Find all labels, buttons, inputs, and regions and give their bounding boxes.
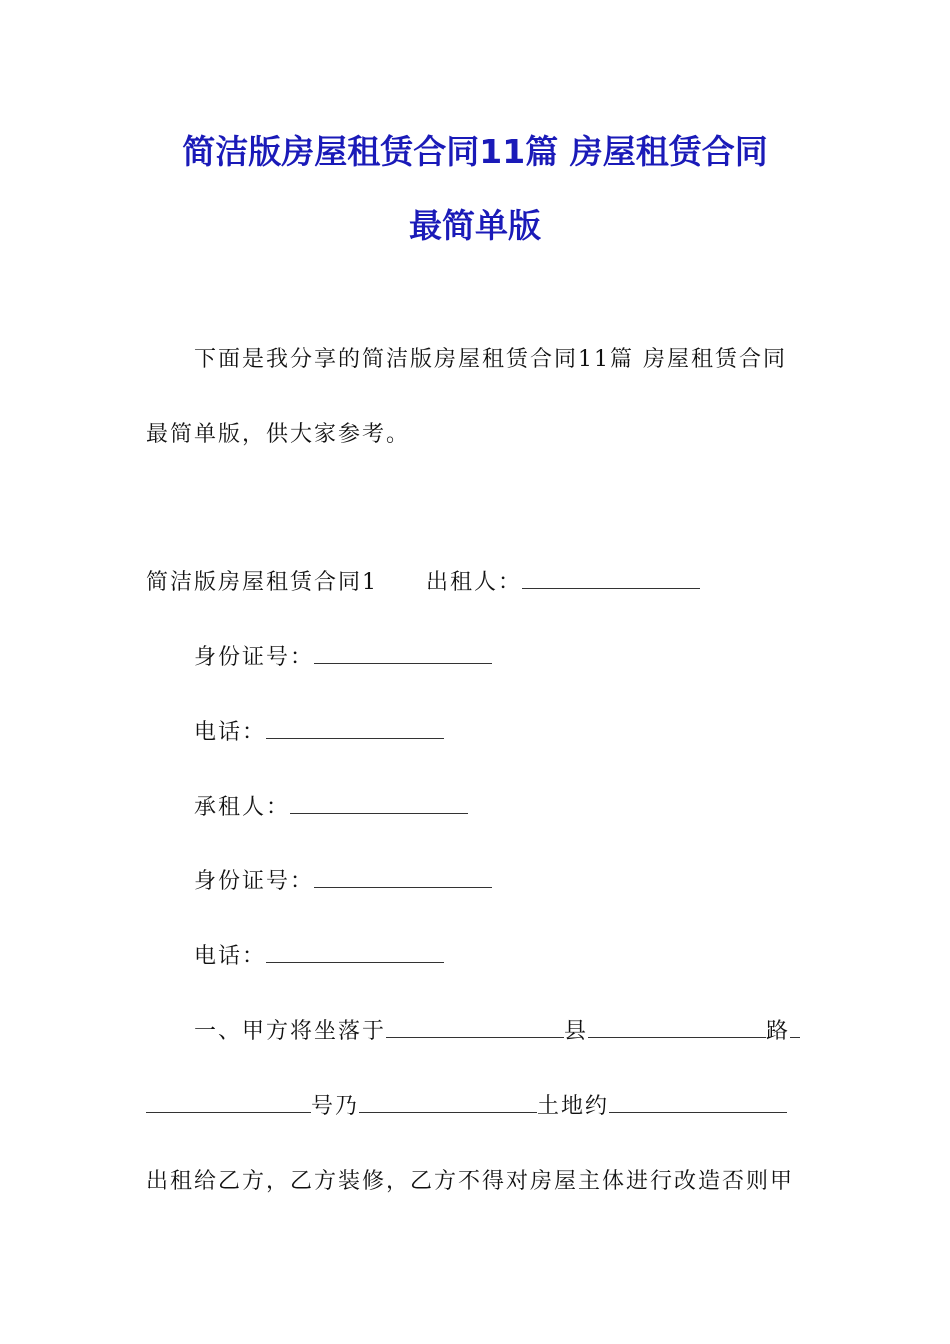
county-label: 县 <box>564 1019 589 1044</box>
clause-1-line-3: 出租给乙方，乙方装修，乙方不得对房屋主体进行改造否则甲 <box>146 1169 795 1194</box>
document-title-line-1: 简洁版房屋租赁合同11篇 房屋租赁合同 <box>182 132 768 171</box>
land-blank <box>609 1094 787 1113</box>
intro-line-1: 下面是我分享的简洁版房屋租赁合同11篇 房屋租赁合同 <box>194 347 787 372</box>
contract-heading: 简洁版房屋租赁合同1 <box>146 570 378 595</box>
lessor-id-blank <box>314 645 492 664</box>
lessor-phone-row <box>194 718 444 748</box>
lessor-phone-label: 电话： <box>194 720 267 745</box>
intro-line-2: 最简单版，供大家参考。 <box>146 422 411 447</box>
lessee-id-label: 身份证号： <box>194 869 315 894</box>
clause-1-line-1 <box>194 1017 800 1047</box>
road-label: 路 <box>766 1019 791 1044</box>
lessee-id-row <box>194 867 492 897</box>
clause-1-start: 一、甲方将坐落于 <box>194 1019 387 1044</box>
number-label: 号乃 <box>311 1094 360 1119</box>
lessee-blank <box>290 795 468 814</box>
contract-heading-row <box>146 568 700 598</box>
lessee-phone-label: 电话： <box>194 944 267 969</box>
lessee-label: 承租人： <box>194 795 291 820</box>
road-blank-start <box>790 1019 800 1038</box>
county-blank <box>588 1019 766 1038</box>
document-title-line-2: 最简单版 <box>409 206 541 245</box>
lessee-row <box>194 793 468 823</box>
lessee-phone-blank <box>266 944 444 963</box>
lessor-id-label: 身份证号： <box>194 645 315 670</box>
location-blank <box>386 1019 564 1038</box>
lessee-phone-row <box>194 942 444 972</box>
road-blank <box>146 1094 311 1113</box>
clause-1-line-2 <box>146 1092 787 1122</box>
number-blank <box>359 1094 537 1113</box>
lessee-id-blank <box>314 869 492 888</box>
lessor-phone-blank <box>266 720 444 739</box>
land-label: 土地约 <box>537 1094 610 1119</box>
lessor-label: 出租人： <box>426 570 523 595</box>
lessor-id-row <box>194 643 492 673</box>
lessor-blank <box>522 570 700 589</box>
